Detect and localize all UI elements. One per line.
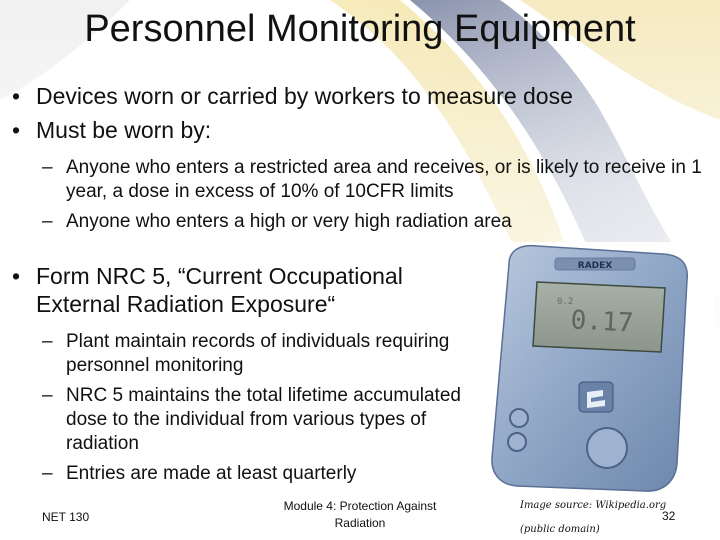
sub-bullet-item [12,384,472,456]
sub-bullet-text: Anyone who enters a high or very high radiation area [66,211,512,232]
dash-marker: – [42,385,53,406]
sub-bullet-item [12,156,702,204]
sub-bullet-text: Anyone who enters a restricted area and receives, or is likely to receive in 1 year, a dose in excess of 10% of 10CFR limits [66,157,702,202]
image-license: (public domain) [520,524,600,535]
lcd-small-reading: 0.2 [557,297,574,307]
sub-bullet-item [12,462,472,486]
dosimeter-image [477,242,715,497]
bullet-marker: • [12,83,21,109]
slide-title: Personnel Monitoring Equipment [84,8,636,50]
sub-bullet-text: Plant maintain records of individuals requiring personnel monitoring [66,331,450,376]
bullet-text: Must be worn by: [36,117,212,143]
sub-bullet-text: NRC 5 maintains the total lifetime accumulated dose to the individual from various types of radiation [66,385,461,454]
bullet-text: Devices worn or carried by workers to measure dose [36,83,573,109]
sub-bullet-item [12,210,702,234]
bullet-item [12,262,472,318]
bullet-item [12,116,702,144]
module-label: Module 4: Protection Against Radiation [283,499,437,530]
bullet-marker: • [12,263,21,289]
dash-marker: – [42,157,53,178]
dash-marker: – [42,331,53,352]
course-label: NET 130 [42,510,90,524]
page-number: 32 [662,509,676,523]
bullet-marker: • [12,117,21,143]
lcd-reading: 0.17 [569,305,635,339]
bullet-item [12,82,702,110]
image-credit: Image source: Wikipedia.org [520,500,667,511]
bullet-text: Form NRC 5, “Current Occupational External Radiation Exposure“ [36,263,403,317]
form-bullet-list [12,262,472,492]
device-brand: RADEX [577,261,613,271]
sub-bullet-item [12,330,472,378]
device-round-button [587,428,627,468]
dash-marker: – [42,463,53,484]
main-bullet-list [12,82,702,240]
dash-marker: – [42,211,53,232]
sub-bullet-text: Entries are made at least quarterly [66,463,357,484]
